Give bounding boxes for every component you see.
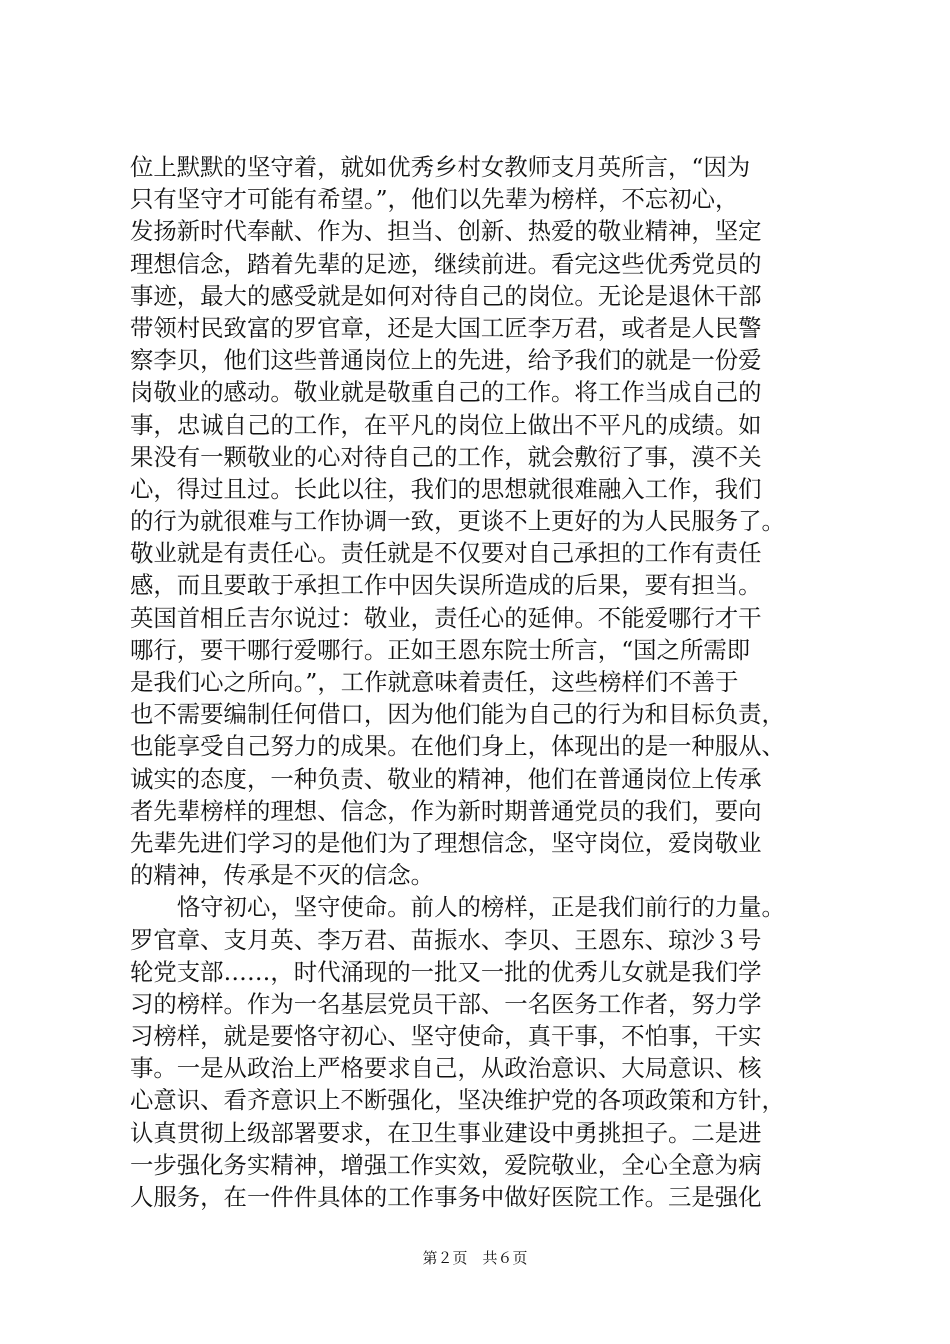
text-line: 只有坚守才可能有希望。”，他们以先辈为榜样，不忘初心， (130, 185, 739, 214)
text-line: 习榜样，就是要恪守初心、坚守使命，真干事，不怕事，干实 (130, 1022, 762, 1051)
text-line: 敬业就是有责任心。责任就是不仅要对自己承担的工作有责任 (130, 539, 762, 568)
text-line: 心，得过且过。长此以往，我们的思想就很难融入工作，我们 (130, 474, 762, 503)
text-line: 罗官章、支月英、李万君、苗振水、李贝、王恩东、琼沙３号 (130, 925, 762, 954)
text-line: 哪行，要干哪行爱哪行。正如王恩东院士所言，“国之所需即 (130, 635, 751, 664)
text-line: 理想信念，踏着先辈的足迹，继续前进。看完这些优秀党员的 (130, 249, 762, 278)
paragraph-start-line: 恪守初心，坚守使命。前人的榜样，正是我们前行的力量。 (130, 893, 785, 922)
text-line: 也不需要编制任何借口，因为他们能为自己的行为和目标负责， (130, 700, 785, 729)
page-number-footer: 第２页 共６页 (422, 1249, 528, 1267)
text-line: 带领村民致富的罗官章，还是大国工匠李万君，或者是人民警 (130, 313, 762, 342)
text-line: 事迹，最大的感受就是如何对待自己的岗位。无论是退休干部 (130, 281, 762, 310)
text-line: 的行为就很难与工作协调一致，更谈不上更好的为人民服务了。 (130, 507, 785, 536)
text-line: 岗敬业的感动。敬业就是敬重自己的工作。将工作当成自己的 (130, 378, 762, 407)
text-line: 事，忠诚自己的工作，在平凡的岗位上做出不平凡的成绩。如 (130, 410, 762, 439)
text-line: 习的榜样。作为一名基层党员干部、一名医务工作者，努力学 (130, 989, 762, 1018)
text-line: 一步强化务实精神，增强工作实效，爱院敬业，全心全意为病 (130, 1150, 762, 1179)
text-line: 的精神，传承是不灭的信念。 (130, 861, 435, 890)
text-line: 也能享受自己努力的成果。在他们身上，体现出的是一种服从、 (130, 732, 785, 761)
text-line: 轮党支部……，时代涌现的一批又一批的优秀儿女就是我们学 (130, 957, 762, 986)
text-line: 认真贯彻上级部署要求，在卫生事业建设中勇挑担子。二是进 (130, 1118, 762, 1147)
text-line: 位上默默的坚守着，就如优秀乡村女教师支月英所言，“因为 (130, 153, 751, 181)
text-line: 果没有一颗敬业的心对待自己的工作，就会敷衍了事，漠不关 (130, 442, 762, 471)
text-line: 先辈先进们学习的是他们为了理想信念，坚守岗位，爱岗敬业 (130, 828, 762, 857)
text-line: 人服务，在一件件具体的工作事务中做好医院工作。三是强化 (130, 1183, 762, 1211)
text-line: 事。一是从政治上严格要求自己，从政治意识、大局意识、核 (130, 1054, 762, 1083)
text-line: 者先辈榜样的理想、信念，作为新时期普通党员的我们，要向 (130, 796, 762, 825)
text-line: 察李贝，他们这些普通岗位上的先进，给予我们的就是一份爱 (130, 346, 762, 375)
text-line: 发扬新时代奉献、作为、担当、创新、热爱的敬业精神，坚定 (130, 217, 762, 246)
text-line: 感，而且要敢于承担工作中因失误所造成的后果，要有担当。 (130, 571, 762, 600)
text-line: 诚实的态度，一种负责、敬业的精神，他们在普通岗位上传承 (130, 764, 762, 793)
text-line: 英国首相丘吉尔说过：敬业，责任心的延伸。不能爱哪行才干 (130, 603, 762, 632)
text-line: 是我们心之所向。”，工作就意味着责任，这些榜样们不善于 (130, 668, 739, 696)
body-text (130, 151, 830, 1213)
text-line: 心意识、看齐意识上不断强化，坚决维护党的各项政策和方针， (130, 1086, 785, 1115)
